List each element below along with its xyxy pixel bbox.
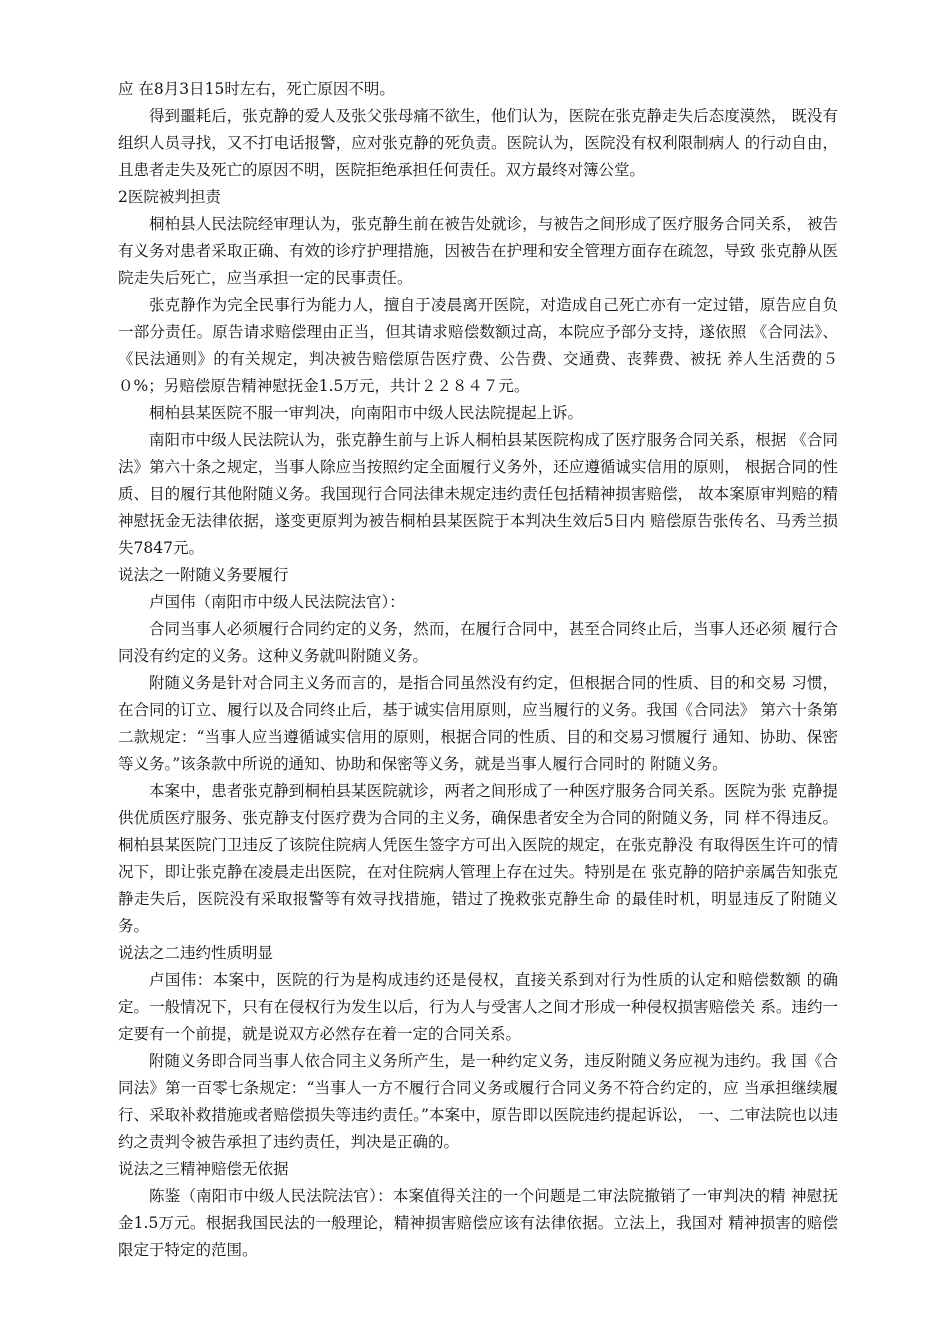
section-heading: 说法之一附随义务要履行 — [118, 566, 289, 584]
paragraph: 应 在8月3日15时左右，死亡原因不明。 — [118, 80, 395, 98]
paragraph: 得到噩耗后，张克静的爱人及张父张母痛不欲生，他们认为，医院在张克静走失后态度漠然， 既没有组织人员寻找，又不打电话报警，应对张克静的死负责。医院认为，医院没有权利限制病人 的行动自由，且患者走失及死亡的原因不明，医院拒绝承担任何责任。双方最终对簿公堂。 — [118, 107, 838, 179]
paragraph: 桐柏县某医院不服一审判决，向南阳市中级人民法院提起上诉。 — [149, 404, 584, 422]
paragraph: 张克静作为完全民事行为能力人，擅自于凌晨离开医院，对造成自己死亡亦有一定过错，原告应自负一部分责任。原告请求赔偿理由正当，但其请求赔偿数额过高，本院应予部分支持，遂依照 《合同法》、《民法通则》的有关规定，判决被告赔偿原告医疗费、公告费、交通费、丧葬费、被抚 养人生活费的５０%；另赔偿原告精神慰抚金1.5万元，共计２２８４７元。 — [118, 296, 838, 395]
paragraph: 附随义务即合同当事人依合同主义务所产生，是一种约定义务，违反附随义务应视为违约。我 国《合同法》第一百零七条规定：“当事人一方不履行合同义务或履行合同义务不符合约定的，应 当承担继续履行、采取补救措施或者赔偿损失等违约责任。”本案中，原告即以医院违约提起诉讼， 一、二审法院也以违约之责判令被告承担了违约责任，判决是正确的。 — [118, 1052, 838, 1151]
paragraph: 卢国伟：本案中，医院的行为是构成违约还是侵权，直接关系到对行为性质的认定和赔偿数额 的确定。一般情况下，只有在侵权行为发生以后，行为人与受害人之间才形成一种侵权损害赔偿关 系。违约一定要有一个前提，就是说双方必然存在着一定的合同关系。 — [118, 971, 838, 1043]
paragraph: 桐柏县人民法院经审理认为，张克静生前在被告处就诊，与被告之间形成了医疗服务合同关系， 被告有义务对患者采取正确、有效的诊疗护理措施，因被告在护理和安全管理方面存在疏忽，导致 张克静从医院走失后死亡，应当承担一定的民事责任。 — [118, 215, 838, 287]
paragraph: 本案中，患者张克静到桐柏县某医院就诊，两者之间形成了一种医疗服务合同关系。医院为张 克静提供优质医疗服务、张克静支付医疗费为合同的主义务，确保患者安全为合同的附随义务，同 样不得违反。桐柏县某医院门卫违反了该院住院病人凭医生签字方可出入医院的规定，在张克静没 有取得医生许可的情况下，即让张克静在凌晨走出医院，在对住院病人管理上存在过失。特别是在 张克静的陪护亲属告知张克静走失后，医院没有采取报警等有效寻找措施，错过了挽救张克静生命 的最佳时机，明显违反了附随义务。 — [118, 782, 838, 935]
paragraph: 合同当事人必须履行合同约定的义务，然而，在履行合同中，甚至合同终止后，当事人还必须 履行合同没有约定的义务。这种义务就叫附随义务。 — [118, 620, 838, 665]
paragraph: 陈鉴（南阳市中级人民法院法官）：本案值得关注的一个问题是二审法院撤销了一审判决的精 神慰抚金1.5万元。根据我国民法的一般理论，精神损害赔偿应该有法律依据。立法上，我国对 精神损害的赔偿限定于特定的范围。 — [118, 1187, 838, 1259]
paragraph: 南阳市中级人民法院认为，张克静生前与上诉人桐柏县某医院构成了医疗服务合同关系，根据 《合同法》第六十条之规定，当事人除应当按照约定全面履行义务外，还应遵循诚实信用的原则， 根据合同的性质、目的履行其他附随义务。我国现行合同法律未规定违约责任包括精神损害赔偿， 故本案原审判赔的精神慰抚金无法律依据，遂变更原判为被告桐柏县某医院于本判决生效后5日内 赔偿原告张传名、马秀兰损失7847元。 — [118, 431, 838, 557]
paragraph: 卢国伟（南阳市中级人民法院法官）： — [149, 593, 405, 611]
section-heading: 2医院被判担责 — [118, 188, 221, 206]
section-heading: 说法之二违约性质明显 — [118, 944, 274, 962]
section-heading: 说法之三精神赔偿无依据 — [118, 1160, 289, 1178]
paragraph: 附随义务是针对合同主义务而言的，是指合同虽然没有约定，但根据合同的性质、目的和交易 习惯，在合同的订立、履行以及合同终止后，基于诚实信用原则，应当履行的义务。我国《合同法》 第六十条第二款规定：“当事人应当遵循诚实信用的原则，根据合同的性质、目的和交易习惯履行 通知、协助、保密等义务。”该条款中所说的通知、协助和保密等义务，就是当事人履行合同时的 附随义务。 — [118, 674, 838, 773]
